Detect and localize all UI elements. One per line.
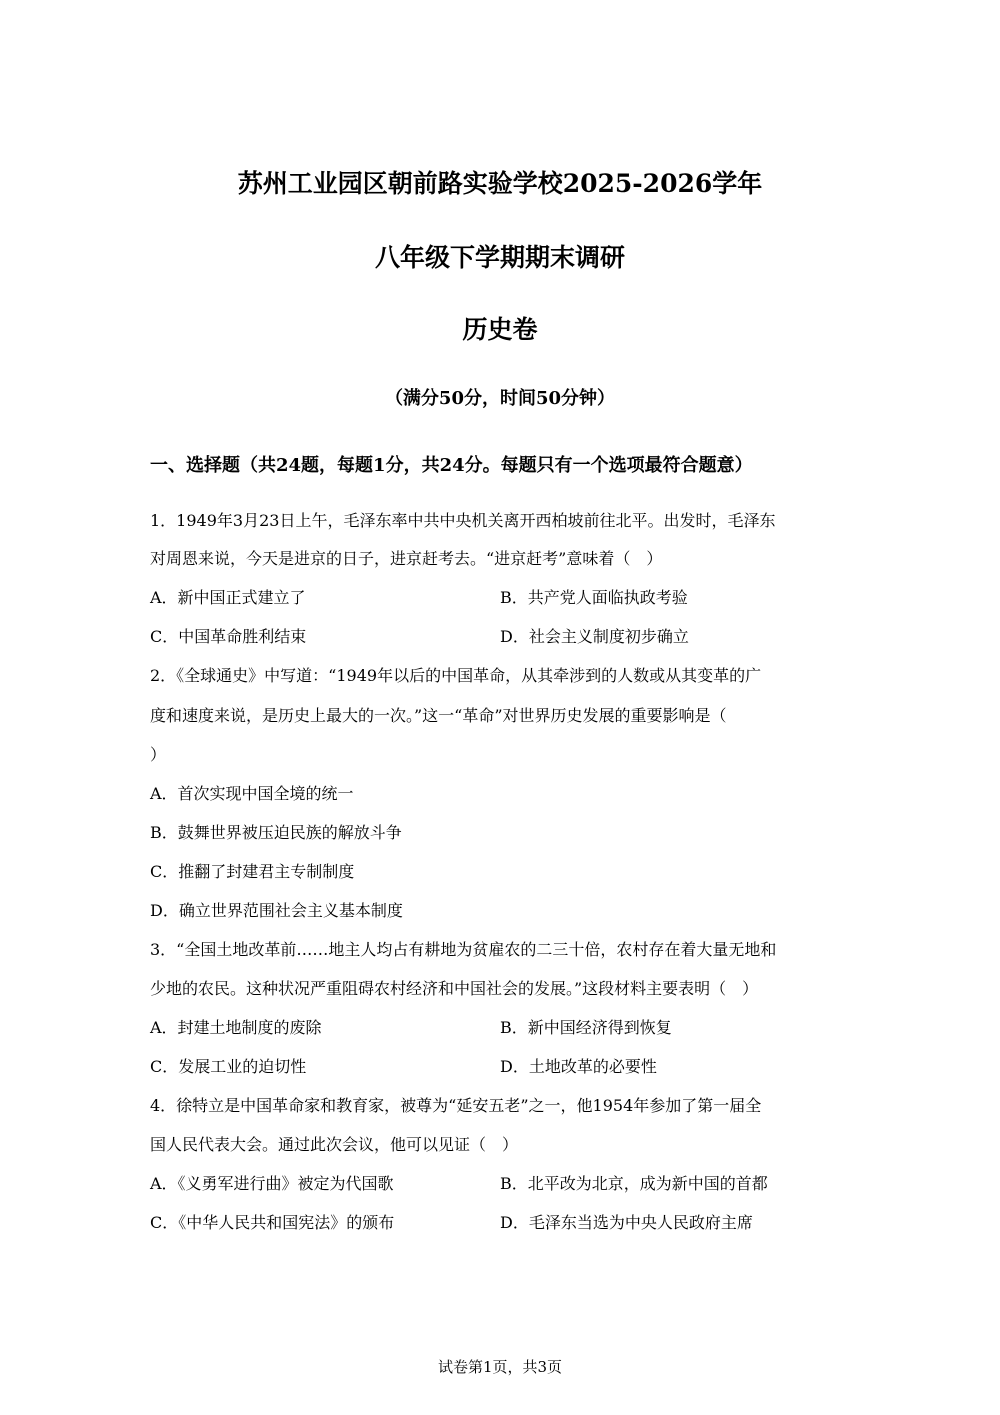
page-footer: 试卷第1页，共3页: [437, 1358, 563, 1376]
question-2-stem-line-2: 度和速度来说，是历史上最大的一次。”这一“革命”对世界历史发展的重要影响是（: [150, 706, 727, 725]
question-2-option-b: B．鼓舞世界被压迫民族的解放斗争: [150, 823, 402, 842]
section-heading: 一、选择题（共24题，每题1分，共24分。每题只有一个选项最符合题意）: [150, 455, 753, 476]
question-4-option-c: C．《中华人民共和国宪法》的颁布: [150, 1213, 395, 1232]
question-3-option-b: B．新中国经济得到恢复: [500, 1018, 672, 1037]
question-4-option-a: A．《义勇军进行曲》被定为代国歌: [150, 1174, 394, 1193]
exam-title-line3: 历史卷: [462, 315, 538, 344]
question-3-option-a: A．封建土地制度的废除: [150, 1018, 322, 1037]
question-1-option-a: A．新中国正式建立了: [150, 588, 306, 607]
question-2-option-c: C．推翻了封建君主专制制度: [150, 862, 355, 881]
question-1-stem-line-2: 对周恩来说，今天是进京的日子，进京赶考去。“进京赶考”意味着（ ）: [150, 549, 663, 568]
question-3-option-d: D．土地改革的必要性: [500, 1057, 657, 1076]
exam-title-line1: 苏州工业园区朝前路实验学校2025-2026学年: [237, 169, 763, 198]
question-3-stem-line-2: 少地的农民。这种状况严重阻碍农村经济和中国社会的发展。”这段材料主要表明（ ）: [150, 979, 759, 998]
exam-title-line2: 八年级下学期期末调研: [374, 243, 625, 272]
question-2-stem-line-3: ）: [150, 745, 167, 764]
question-2-option-a: A．首次实现中国全境的统一: [150, 784, 354, 803]
question-1-stem-line-1: 1．1949年3月23日上午，毛泽东率中共中央机关离开西柏坡前往北平。出发时，毛泽东: [150, 511, 776, 530]
question-4-option-d: D．毛泽东当选为中央人民政府主席: [500, 1213, 753, 1232]
question-1-option-b: B．共产党人面临执政考验: [500, 588, 688, 607]
question-3-stem-line-1: 3．“全国土地改革前……地主人均占有耕地为贫雇农的二三十倍，农村存在着大量无地和: [150, 940, 777, 959]
question-4-stem-line-1: 4．徐特立是中国革命家和教育家，被尊为“延安五老”之一，他1954年参加了第一届全: [150, 1096, 762, 1115]
question-2-stem-line-1: 2．《全球通史》中写道：“1949年以后的中国革命，从其牵涉到的人数或从其变革的广: [150, 666, 762, 685]
question-1-option-d: D．社会主义制度初步确立: [500, 627, 689, 646]
question-2-option-d: D．确立世界范围社会主义基本制度: [150, 901, 403, 920]
question-1-option-c: C．中国革命胜利结束: [150, 627, 307, 646]
question-4-stem-line-2: 国人民代表大会。通过此次会议，他可以见证（ ）: [150, 1135, 519, 1154]
exam-info: （满分50分，时间50分钟）: [384, 388, 616, 409]
question-4-option-b: B．北平改为北京，成为新中国的首都: [500, 1174, 768, 1193]
question-3-option-c: C．发展工业的迫切性: [150, 1057, 307, 1076]
